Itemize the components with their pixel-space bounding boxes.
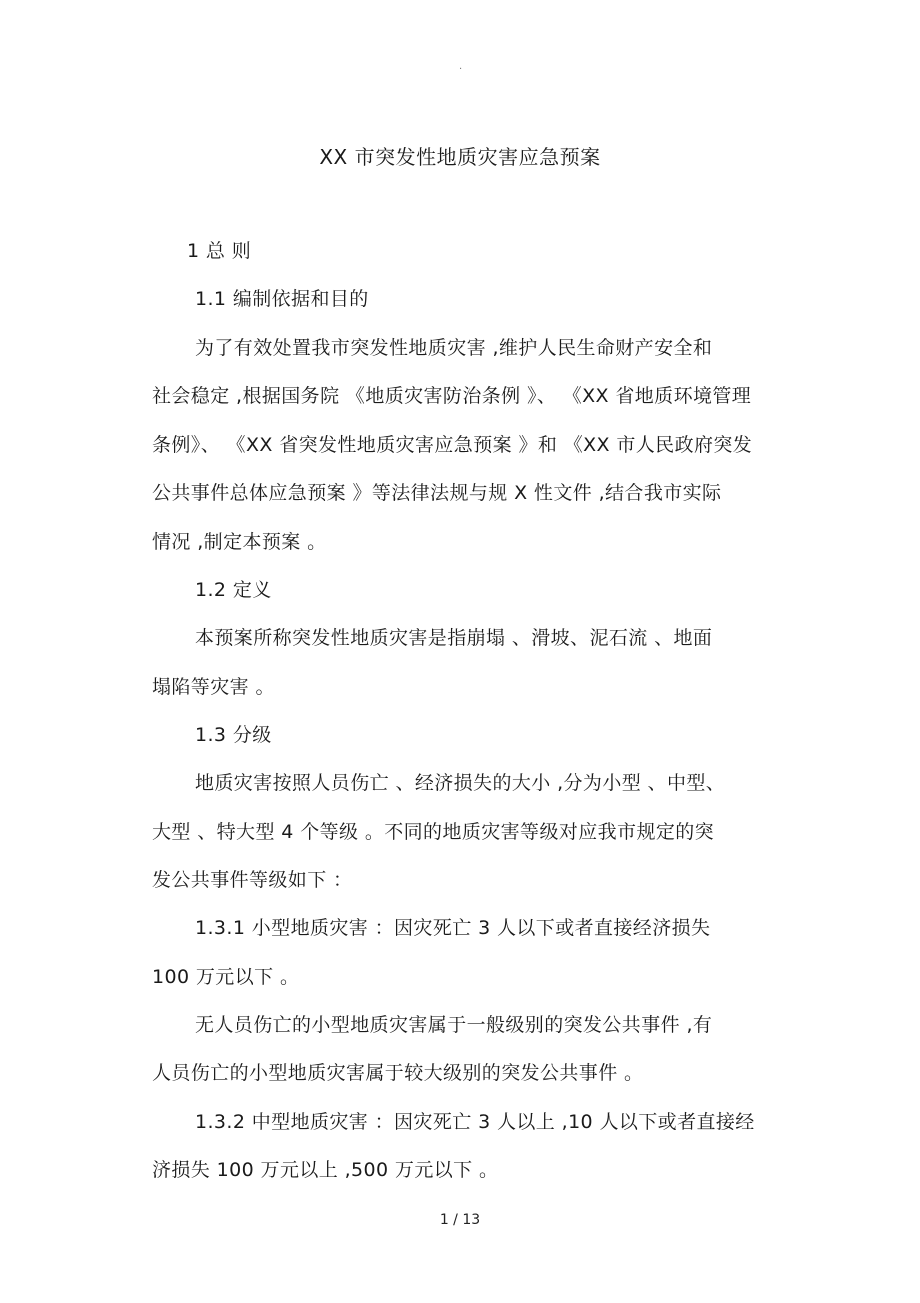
paragraph-line: 公共事件总体应急预案 》等法律法规与规 X 性文件 ,结合我市实际 — [152, 482, 722, 504]
paragraph-line: 社会稳定 ,根据国务院 《地质灾害防治条例 》、 《XX 省地质环境管理 — [152, 385, 752, 407]
paragraph-line: 条例》、 《XX 省突发性地质灾害应急预案 》和 《XX 市人民政府突发 — [152, 434, 753, 456]
paragraph-line: 发公共事件等级如下 ： — [152, 869, 353, 891]
section-heading-1-3-1: 1.3.1 小型地质灾害 ：因灾死亡 3 人以下或者直接经济损失 — [195, 917, 711, 939]
paragraph-line: 塌陷等灾害 。 — [152, 676, 275, 698]
paragraph-line: 本预案所称突发性地质灾害是指崩塌 、滑坡、泥石流 、地面 — [195, 627, 713, 649]
document-title: XX 市突发性地质灾害应急预案 — [319, 145, 601, 169]
section-heading-1-3-2: 1.3.2 中型地质灾害 ：因灾死亡 3 人以上 ,10 人以下或者直接经 — [195, 1111, 755, 1133]
section-heading-1-1: 1.1 编制依据和目的 — [195, 288, 369, 310]
paragraph-line: 大型 、特大型 4 个等级 。不同的地质灾害等级对应我市规定的突 — [152, 821, 715, 843]
paragraph-line: 济损失 100 万元以上 ,500 万元以下 。 — [152, 1159, 499, 1181]
paragraph-line: 情况 ,制定本预案 。 — [152, 531, 327, 553]
paragraph-line: 无人员伤亡的小型地质灾害属于一般级别的突发公共事件 ,有 — [195, 1014, 713, 1036]
heading-general: 1 总 则 — [187, 240, 252, 262]
section-heading-1-3: 1.3 分级 — [195, 724, 272, 746]
paragraph-line: 地质灾害按照人员伤亡 、经济损失的大小 ,分为小型 、中型、 — [195, 772, 726, 794]
page-top-mark: . — [459, 61, 463, 72]
section-heading-1-2: 1.2 定义 — [195, 579, 272, 601]
paragraph-line: 人员伤亡的小型地质灾害属于较大级别的突发公共事件 。 — [152, 1062, 644, 1084]
paragraph-line: 为了有效处置我市突发性地质灾害 ,维护人民生命财产安全和 — [195, 337, 713, 359]
paragraph-line: 100 万元以下 。 — [152, 966, 300, 988]
page-number: 1 / 13 — [439, 1212, 481, 1228]
